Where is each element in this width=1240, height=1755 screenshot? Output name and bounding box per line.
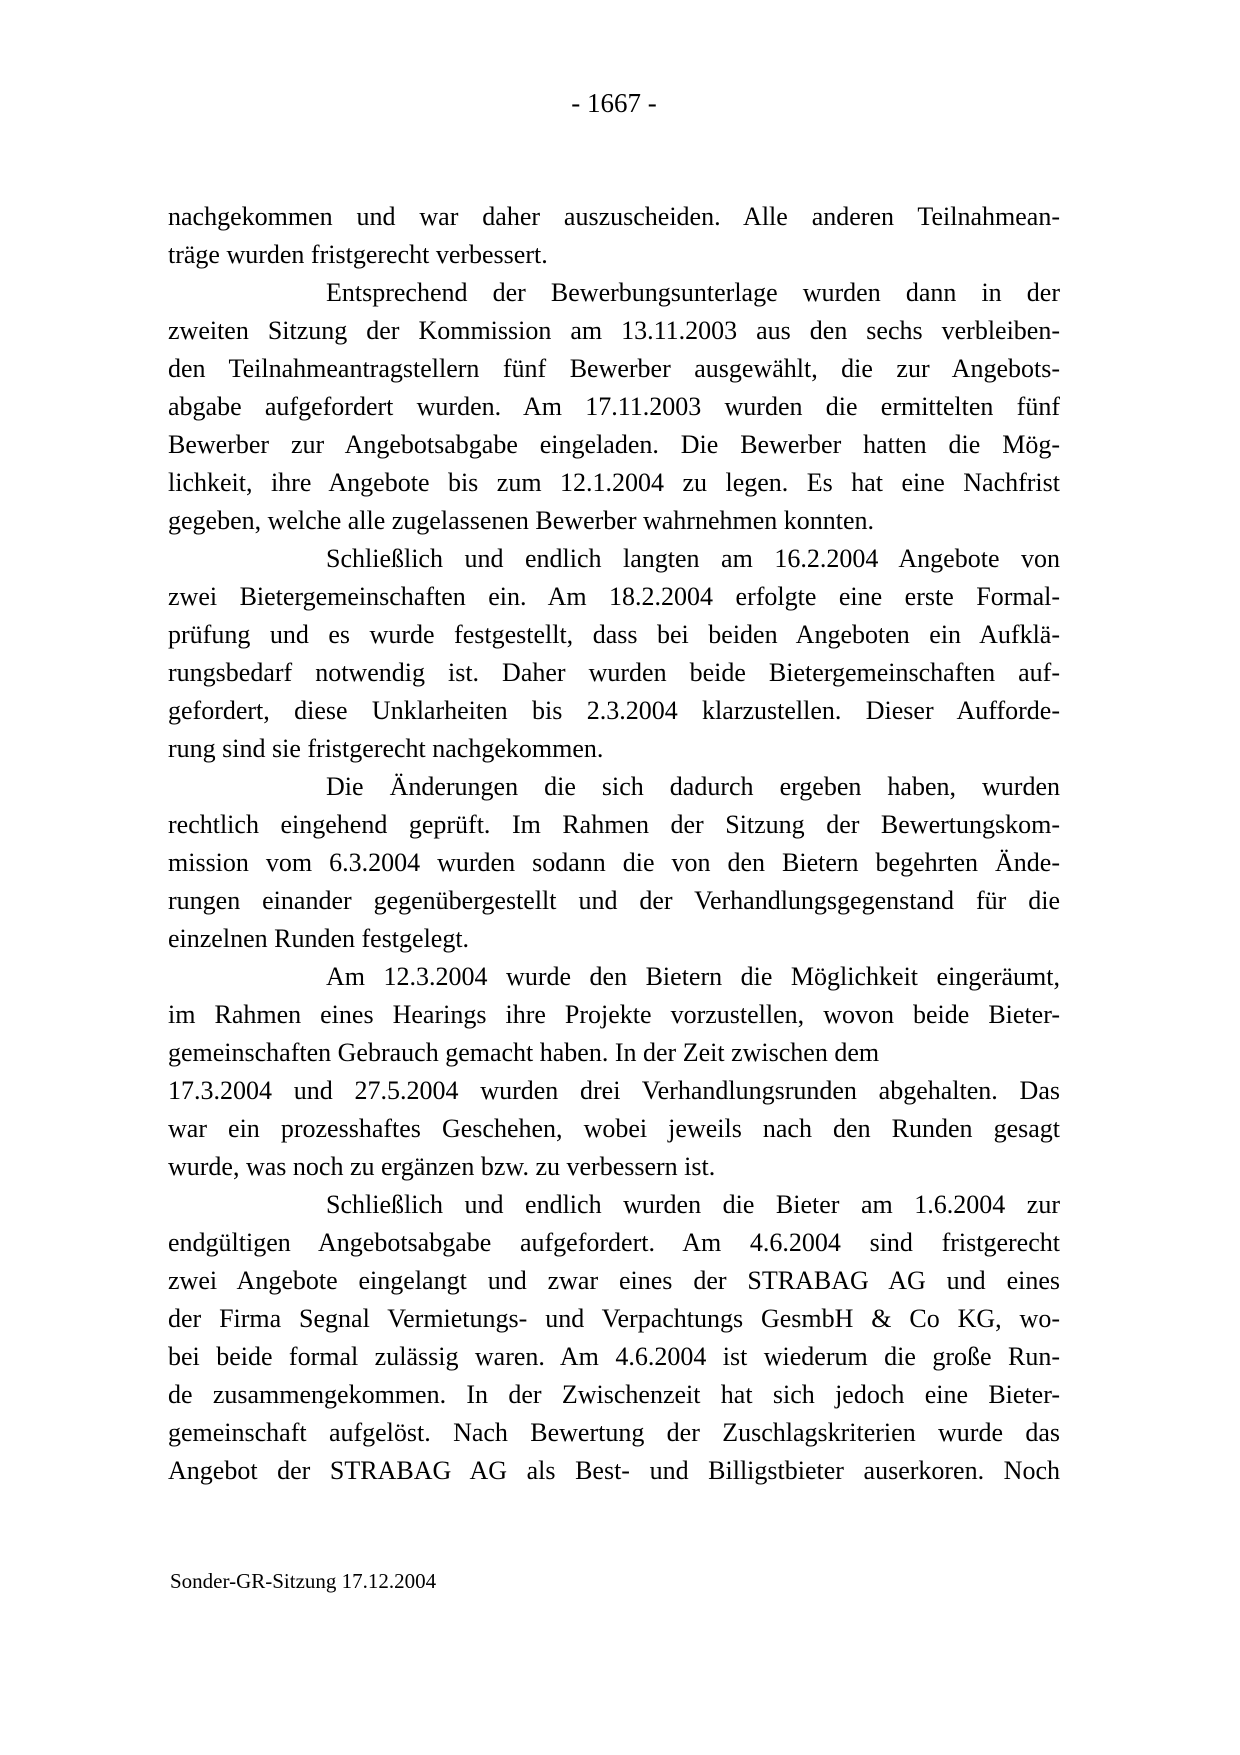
text-line: war ein prozesshaftes Geschehen, wobei jeweils nach den Runden gesagt — [168, 1114, 1060, 1143]
text-line: gemeinschaft aufgelöst. Nach Bewertung der Zuschlagskriterien wurde das — [168, 1418, 1060, 1447]
text-line: abgabe aufgefordert wurden. Am 17.11.2003 wurden die ermittelten fünf — [168, 392, 1060, 421]
text-line: nachgekommen und war daher auszuscheiden. Alle anderen Teilnahmean- — [168, 202, 1060, 231]
text-line: einzelnen Runden festgelegt. — [168, 924, 470, 953]
text-line: Schließlich und endlich wurden die Bieter am 1.6.2004 zur — [326, 1190, 1060, 1219]
text-line: zweiten Sitzung der Kommission am 13.11.2003 aus den sechs verbleiben- — [168, 316, 1060, 345]
text-line: zwei Angebote eingelangt und zwar eines der STRABAG AG und eines — [168, 1266, 1060, 1295]
text-line: der Firma Segnal Vermietungs- und Verpachtungs GesmbH & Co KG, wo- — [168, 1304, 1060, 1333]
text-line: rung sind sie fristgerecht nachgekommen. — [168, 734, 604, 763]
text-line: Schließlich und endlich langten am 16.2.2004 Angebote von — [326, 544, 1060, 573]
text-line: träge wurden fristgerecht verbessert. — [168, 240, 548, 269]
text-line: gegeben, welche alle zugelassenen Bewerber wahrnehmen konnten. — [168, 506, 875, 535]
text-line: im Rahmen eines Hearings ihre Projekte vorzustellen, wovon beide Bieter- — [168, 1000, 1060, 1029]
text-line: endgültigen Angebotsabgabe aufgefordert. Am 4.6.2004 sind fristgerecht — [168, 1228, 1060, 1257]
text-line: zwei Bietergemeinschaften ein. Am 18.2.2004 erfolgte eine erste Formal- — [168, 582, 1060, 611]
text-line: Bewerber zur Angebotsabgabe eingeladen. Die Bewerber hatten die Mög- — [168, 430, 1060, 459]
text-line: rechtlich eingehend geprüft. Im Rahmen der Sitzung der Bewertungskom- — [168, 810, 1060, 839]
text-line: prüfung und es wurde festgestellt, dass bei beiden Angeboten ein Aufklä- — [168, 620, 1060, 649]
document-body — [168, 198, 1060, 1490]
text-line: mission vom 6.3.2004 wurden sodann die von den Bietern begehrten Ände- — [168, 848, 1060, 877]
text-line: wurde, was noch zu ergänzen bzw. zu verbessern ist. — [168, 1152, 716, 1181]
text-line: 17.3.2004 und 27.5.2004 wurden drei Verhandlungsrunden abgehalten. Das — [168, 1076, 1060, 1105]
text-line: rungen einander gegenübergestellt und der Verhandlungsgegenstand für die — [168, 886, 1060, 915]
text-line: Am 12.3.2004 wurde den Bietern die Möglichkeit eingeräumt, — [326, 962, 1060, 991]
text-line: gemeinschaften Gebrauch gemacht haben. In der Zeit zwischen dem — [168, 1038, 880, 1067]
text-line: rungsbedarf notwendig ist. Daher wurden beide Bietergemeinschaften auf- — [168, 658, 1060, 687]
text-line: den Teilnahmeantragstellern fünf Bewerber ausgewählt, die zur Angebots- — [168, 354, 1060, 383]
page-number: - 1667 - — [571, 88, 657, 118]
text-line: Die Änderungen die sich dadurch ergeben haben, wurden — [326, 772, 1060, 801]
footer-session-label: Sonder-GR-Sitzung 17.12.2004 — [170, 1569, 437, 1593]
text-line: de zusammengekommen. In der Zwischenzeit hat sich jedoch eine Bieter- — [168, 1380, 1060, 1409]
text-line: lichkeit, ihre Angebote bis zum 12.1.2004 zu legen. Es hat eine Nachfrist — [168, 468, 1060, 497]
text-line: Entsprechend der Bewerbungsunterlage wurden dann in der — [326, 278, 1060, 307]
text-line: Angebot der STRABAG AG als Best- und Billigstbieter auserkoren. Noch — [168, 1456, 1060, 1485]
text-line: gefordert, diese Unklarheiten bis 2.3.2004 klarzustellen. Dieser Aufforde- — [168, 696, 1060, 725]
text-line: bei beide formal zulässig waren. Am 4.6.2004 ist wiederum die große Run- — [168, 1342, 1060, 1371]
